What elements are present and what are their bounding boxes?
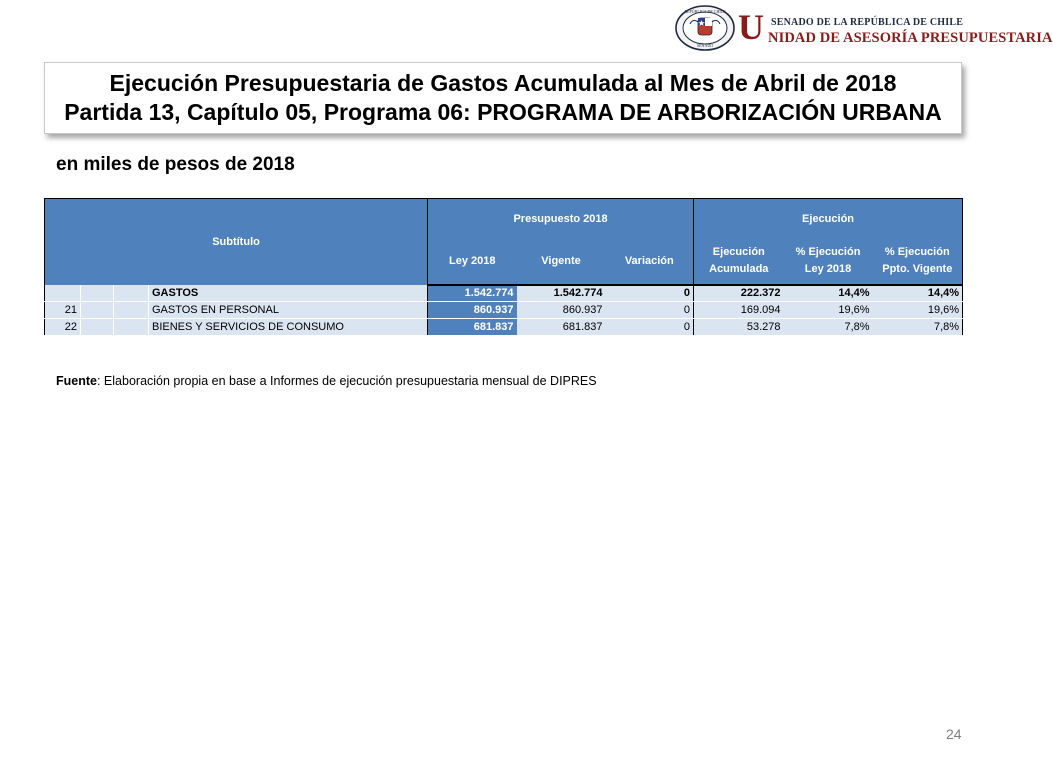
- header-pct-vigente-l2: Ppto. Vigente: [882, 263, 953, 275]
- logo-unit-name: NIDAD DE ASESORÍA PRESUPUESTARIA: [768, 30, 1053, 46]
- cell-blank: [114, 302, 149, 319]
- cell-blank: [81, 302, 114, 319]
- cell-code: [45, 285, 81, 302]
- cell-variacion: 0: [606, 302, 694, 319]
- header-pct-vigente-l1: % Ejecución: [884, 246, 950, 258]
- cell-variacion: 0: [606, 319, 694, 336]
- cell-name: GASTOS: [149, 285, 428, 302]
- cell-code: 22: [45, 319, 81, 336]
- senate-logo: [672, 4, 1053, 52]
- table-row: [45, 285, 963, 302]
- cell-blank: [114, 319, 149, 336]
- cell-pct-ley: 19,6%: [784, 302, 873, 319]
- cell-blank: [81, 285, 114, 302]
- cell-blank: [114, 285, 149, 302]
- header-ley: Ley 2018: [428, 239, 517, 285]
- cell-vigente: 1.542.774: [517, 285, 606, 302]
- logo-initial: U: [738, 7, 764, 47]
- logo-senate-name: SENADO DE LA REPÚBLICA DE CHILE: [771, 17, 964, 28]
- title-line-1: Ejecución Presupuestaria de Gastos Acumulada al Mes de Abril de 2018: [109, 70, 897, 96]
- header-pct-ley-l2: Ley 2018: [804, 263, 852, 275]
- cell-pct-vigente: 19,6%: [873, 302, 963, 319]
- seal-text-bottom: SENADO: [696, 43, 714, 48]
- cell-ley: 860.937: [428, 302, 517, 319]
- units-subtitle: en miles de pesos de 2018: [56, 154, 295, 175]
- header-variacion: Variación: [606, 239, 694, 285]
- cell-vigente: 681.837: [517, 319, 606, 336]
- header-presupuesto-group: Presupuesto 2018: [428, 199, 694, 239]
- cell-vigente: 860.937: [517, 302, 606, 319]
- source-note: [56, 374, 597, 388]
- cell-ejecucion: 169.094: [694, 302, 784, 319]
- budget-table: [44, 198, 963, 336]
- cell-ley: 1.542.774: [428, 285, 517, 302]
- seal-text-top: REPÚBLICA DE CHILE: [684, 9, 726, 14]
- cell-ejecucion: 53.278: [694, 319, 784, 336]
- cell-ejecucion: 222.372: [694, 285, 784, 302]
- source-text: : Elaboración propia en base a Informes de ejecución presupuestaria mensual de DIPRES: [96, 374, 597, 388]
- cell-code: 21: [45, 302, 81, 319]
- page-number: 24: [946, 726, 962, 742]
- header-pct-ley: [784, 239, 873, 285]
- cell-pct-vigente: 7,8%: [873, 319, 963, 336]
- cell-name: GASTOS EN PERSONAL: [149, 302, 428, 319]
- table-row: [45, 319, 963, 336]
- table-row: [45, 302, 963, 319]
- header-pct-ley-l1: % Ejecución: [795, 246, 861, 258]
- cell-pct-vigente: 14,4%: [873, 285, 963, 302]
- header-ejecucion-acumulada: [694, 239, 784, 285]
- header-ejecucion-acumulada-l2: Acumulada: [709, 263, 769, 275]
- cell-variacion: 0: [606, 285, 694, 302]
- cell-ley: 681.837: [428, 319, 517, 336]
- cell-blank: [81, 319, 114, 336]
- title-box: [44, 62, 962, 134]
- cell-pct-ley: 7,8%: [784, 319, 873, 336]
- header-vigente: Vigente: [517, 239, 606, 285]
- cell-name: BIENES Y SERVICIOS DE CONSUMO: [149, 319, 428, 336]
- senate-seal-icon: [674, 4, 736, 52]
- header-ejecucion-acumulada-l1: Ejecución: [712, 246, 765, 258]
- header-ejecucion-group: Ejecución: [694, 199, 963, 239]
- header-subtitulo: Subtítulo: [45, 199, 428, 285]
- cell-pct-ley: 14,4%: [784, 285, 873, 302]
- header-pct-vigente: [873, 239, 963, 285]
- title-line-2: Partida 13, Capítulo 05, Programa 06: PROGRAMA DE ARBORIZACIÓN URBANA: [64, 99, 942, 125]
- source-label: Fuente: [56, 374, 97, 388]
